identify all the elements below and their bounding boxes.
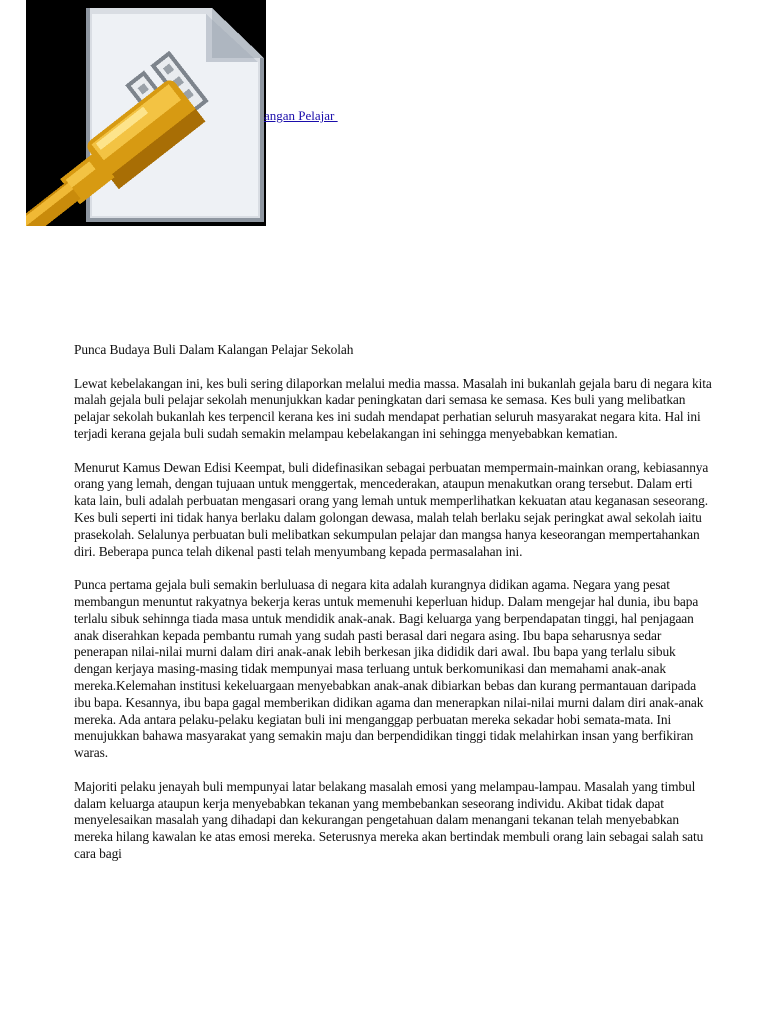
paragraph-1: Lewat kebelakangan ini, kes buli sering dilaporkan melalui media massa. Masalah ini bukanlah gejala baru di negara kita malah gejala buli pelajar sekolah menunjukkan kadar peningkatan dari semasa ke semasa. Kes buli yang melibatkan pelajar sekolah bukanlah kes terpencil kerana kes ini sudah mendapat perhatian seluruh masyarakat negara kita. Hal ini terjadi kerana gejala buli sudah semakin melampau kebelakangan ini sehingga menyebabkan kematian. (74, 375, 712, 441)
document-title: Punca Budaya Buli Dalam Kalangan Pelajar Sekolah (74, 342, 354, 357)
document-link[interactable]: angan Pelajar (264, 108, 338, 123)
plugin-missing-icon (26, 0, 266, 226)
paragraph-3: Punca pertama gejala buli semakin berluluasa di negara kita adalah kurangnya didikan agama. Negara yang pesat membangun menuntut rakyatnya bekerja keras untuk memenuhi keperluan hidup. Dalam mengejar hal dunia, ibu bapa terlalu sibuk sehinnga tiada masa untuk mendidik anak-anak. Bagi keluarga yang berpendapatan tinggi, hal penjagaan anak diserahkan kepada pembantu rumah yang sudah pasti berasal dari negara asing. Ibu bapa seharusnya sedar penerapan nilai-nilai murni dalam diri anak-anak lebih berkesan jika dididik dari awal. Ibu bapa yang terlalu sibuk dengan kerjaya masing-masing tidak mempunyai masa terluang untuk berkomunikasi dan memahami anak-anak mereka.Kelemahan institusi kekeluargaan menyebabkan anak-anak dibiarkan bebas dan kurang permantauan daripada ibu bapa. Kesannya, ibu bapa gagal memberikan didikan agama dan menerapkan nilai-nilai murni dalam diri anak-anak mereka. Ada antara pelaku-pelaku kegiatan buli ini menganggap perbuatan mereka sekadar hobi semata-mata. Ini menujukkan bahawa masyarakat yang semakin maju dan berpendidikan tinggi tidak melahirkan insan yang berfikiran waras. (74, 577, 704, 761)
paragraph-4: Majoriti pelaku jenayah buli mempunyai latar belakang masalah emosi yang melampau-lampau. Masalah yang timbul dalam keluarga ataupun kerja menyebabkan tekanan yang membebankan seseorang individu. Akibat tidak dapat menyelesaikan masalah yang dihadapi dan kekurangan pengetahuan dalam menangani tekanan telah menyebabkan mereka hilang kawalan ke atas emosi mereka. Seterusnya mereka akan bertindak membuli orang lain sebagai salah satu cara bagi (74, 778, 704, 861)
document-body (74, 342, 714, 880)
paragraph-2: Menurut Kamus Dewan Edisi Keempat, buli didefinasikan sebagai perbuatan mempermain-mainkan orang, kebiasannya orang yang lemah, dengan tujuaan untuk menggertak, mencederakan, ataupun menakutkan orang tersebut. Dalam erti kata lain, buli adalah perbuatan mengasari orang yang lemah untuk memperlihatkan kekuatan atau keganasan seseorang. Kes buli seperti ini tidak hanya berlaku dalam golongan dewasa, malah telah berlaku sejak peringkat awal sekolah iaitu prasekolah. Selalunya perbuatan buli melibatkan sekumpulan pelajar dan mangsa hanya keseorangan mempertahankan diri. Beberapa punca telah dikenal pasti telah menyumbang kepada permasalahan ini. (74, 459, 709, 559)
